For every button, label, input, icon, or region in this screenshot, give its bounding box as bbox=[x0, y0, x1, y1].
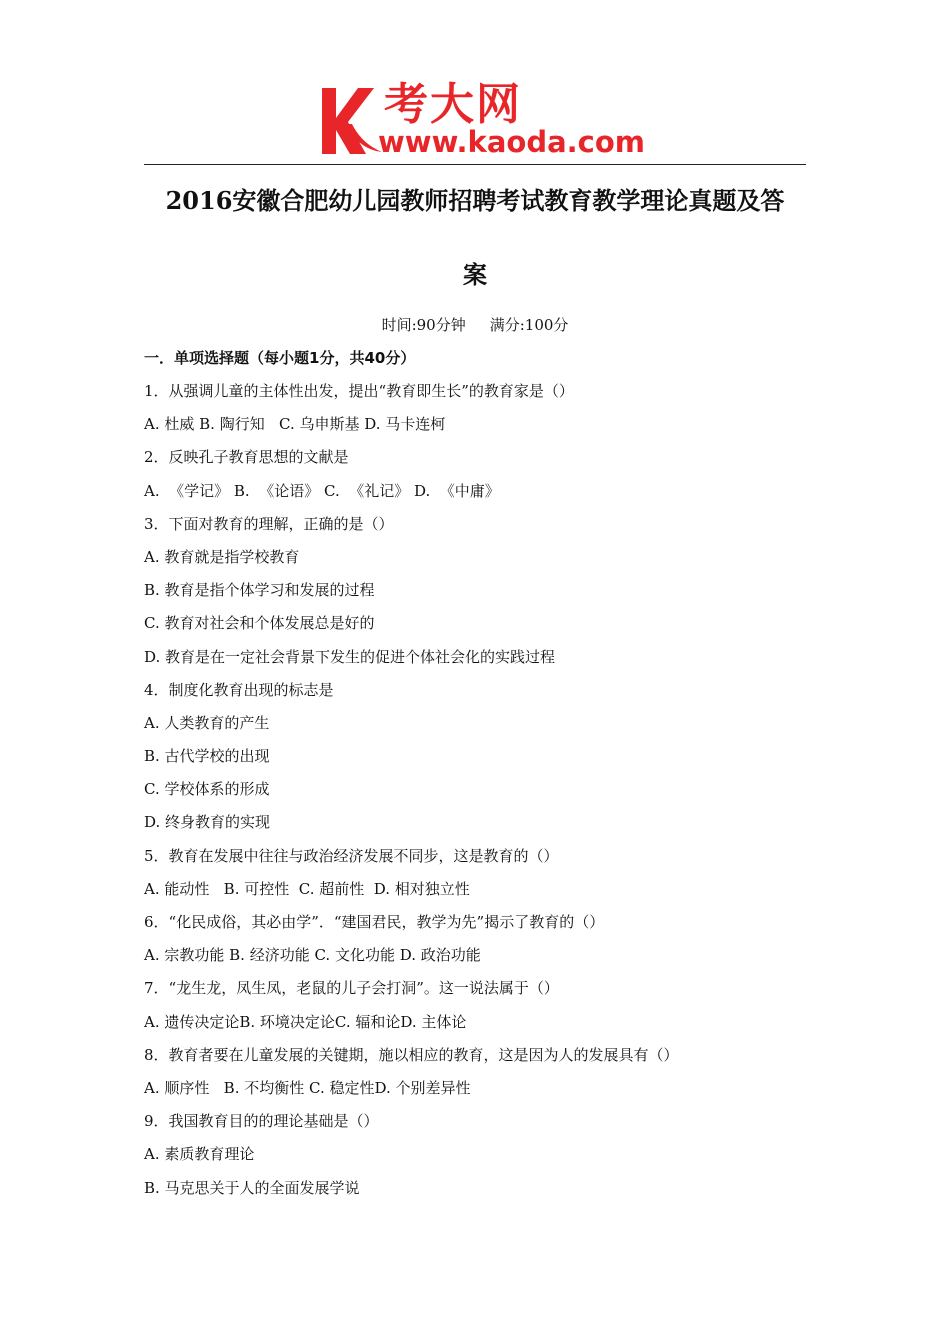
header-rule bbox=[144, 164, 806, 165]
question-line: 2．反映孔子教育思想的文献是 bbox=[144, 448, 349, 467]
question-line: 7．“龙生龙，凤生凤，老鼠的儿子会打洞”。这一说法属于（） bbox=[144, 979, 559, 998]
kaoda-logo bbox=[318, 80, 648, 160]
question-line: 6．“化民成俗，其必由学”．“建国君民，教学为先”揭示了教育的（） bbox=[144, 913, 605, 931]
question-line: 1．从强调儿童的主体性出发，提出“教育即生长”的教育家是（） bbox=[144, 382, 574, 400]
document-title-line-1: 2016安徽合肥幼儿园教师招聘考试教育教学理论真题及答 bbox=[165, 186, 785, 215]
question-line: 4．制度化教育出现的标志是 bbox=[144, 680, 334, 699]
question-list bbox=[144, 346, 806, 1209]
option-line: A. 教育就是指学校教育 bbox=[144, 547, 300, 566]
option-line: A. 人类教育的产生 bbox=[144, 713, 270, 732]
option-line: D. 终身教育的实现 bbox=[144, 813, 271, 832]
option-line: C. 学校体系的形成 bbox=[144, 780, 270, 799]
question-line: 8．教育者要在儿童发展的关键期，施以相应的教育，这是因为人的发展具有（） bbox=[144, 1045, 679, 1064]
option-line: A. 遗传决定论B. 环境决定论C. 辐和论D. 主体论 bbox=[144, 1012, 467, 1031]
option-line: C. 教育对社会和个体发展总是好的 bbox=[144, 614, 375, 633]
question-line: 3．下面对教育的理解，正确的是（） bbox=[144, 514, 394, 533]
option-line: A. 宗教功能 B. 经济功能 C. 文化功能 D. 政治功能 bbox=[144, 946, 481, 965]
document-title-line-2: 案 bbox=[463, 260, 487, 289]
option-line: B. 古代学校的出现 bbox=[144, 747, 270, 766]
option-line: A. 顺序性 B. 不均衡性 C. 稳定性D. 个别差异性 bbox=[144, 1078, 471, 1097]
option-line: A. 杜威 B. 陶行知 C. 乌申斯基 D. 马卡连柯 bbox=[144, 415, 446, 434]
logo-url: www.kaoda.com bbox=[378, 125, 645, 159]
logo-text: 考大网 bbox=[384, 79, 522, 130]
exam-info bbox=[144, 314, 806, 336]
option-line: D. 教育是在一定社会背景下发生的促进个体社会化的实践过程 bbox=[144, 647, 556, 666]
question-line: 5．教育在发展中往往与政治经济发展不同步，这是教育的（） bbox=[144, 846, 559, 865]
option-line: A. 能动性 B. 可控性 C. 超前性 D. 相对独立性 bbox=[144, 879, 470, 898]
option-line: B. 马克思关于人的全面发展学说 bbox=[144, 1178, 360, 1197]
question-line: 9．我国教育目的的理论基础是（） bbox=[144, 1112, 379, 1131]
k-logo-icon bbox=[318, 80, 384, 158]
exam-time: 时间:90分钟 bbox=[381, 316, 466, 334]
option-line: B. 教育是指个体学习和发展的过程 bbox=[144, 581, 375, 600]
option-line: A. 素质教育理论 bbox=[144, 1145, 255, 1164]
section-heading: 一．单项选择题（每小题1分，共40分） bbox=[144, 349, 416, 367]
option-line: A. 《学记》 B. 《论语》 C. 《礼记》 D. 《中庸》 bbox=[144, 481, 500, 500]
exam-score: 满分:100分 bbox=[489, 316, 569, 334]
